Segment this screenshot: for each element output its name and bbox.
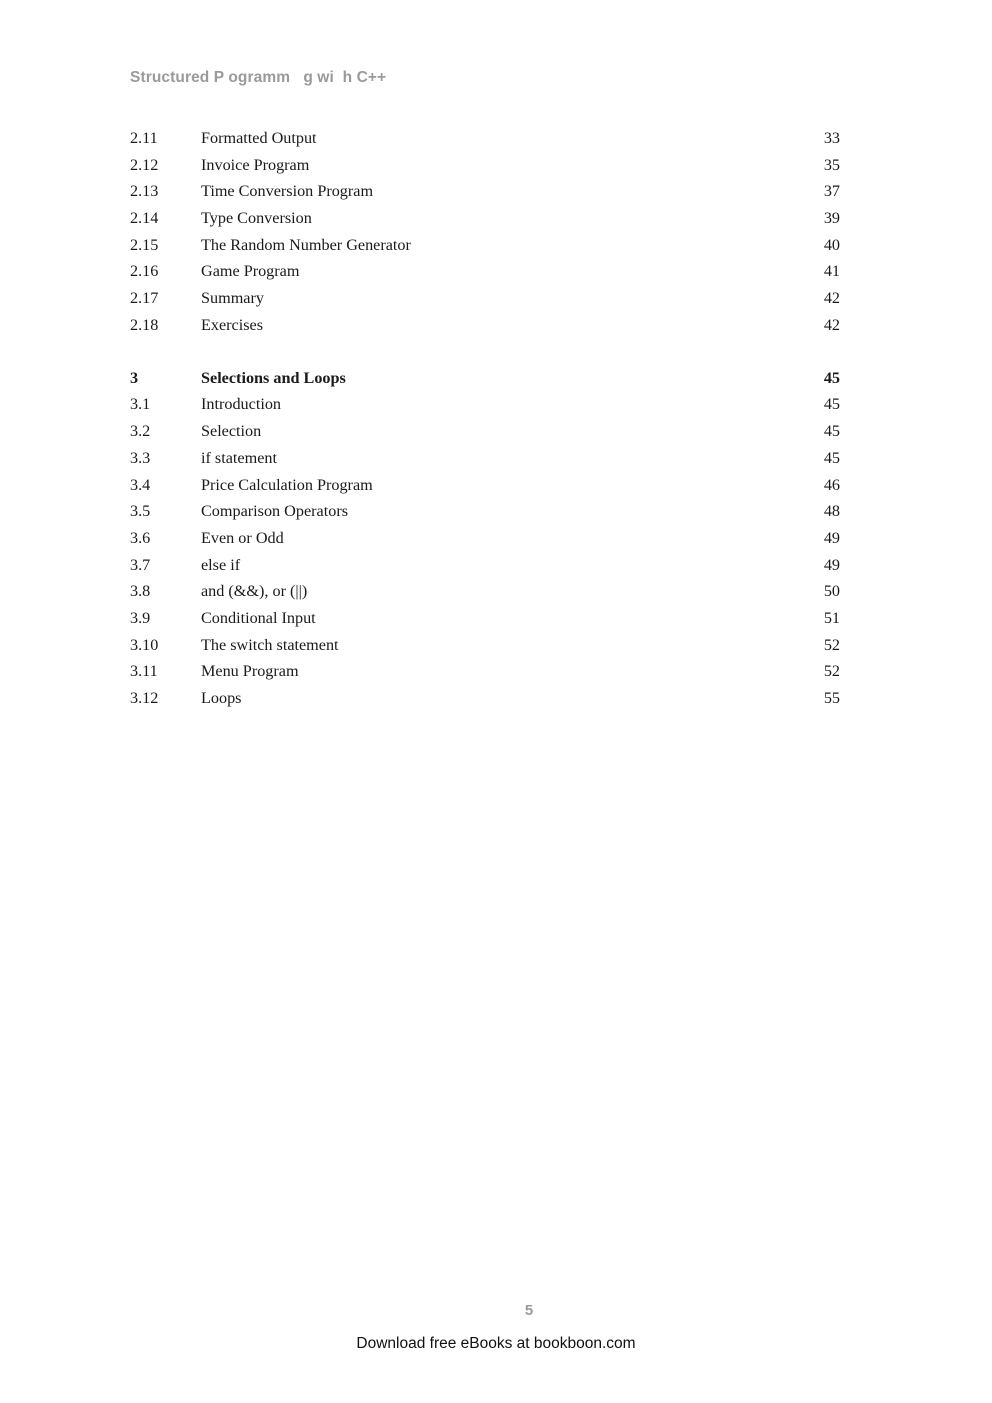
toc-entry-page: 45 — [823, 395, 840, 414]
toc-entry[interactable] — [130, 472, 840, 499]
toc-entry-title: Menu Program — [201, 662, 299, 681]
toc-entry[interactable] — [130, 391, 840, 418]
toc-entry-page: 49 — [823, 555, 840, 574]
toc-entry-number: 3.5 — [130, 502, 151, 521]
toc-entry[interactable] — [130, 552, 840, 579]
toc-entry-page: 40 — [823, 235, 840, 254]
toc-entry-page: 35 — [823, 155, 840, 174]
toc-entry-number: 3.9 — [130, 608, 151, 627]
toc-entry-title: Selection — [201, 422, 262, 441]
toc-entry-title: Exercises — [201, 315, 264, 334]
toc-entry[interactable] — [130, 152, 840, 179]
toc-entry-number: 2.18 — [130, 315, 159, 334]
toc-spacer — [130, 339, 840, 365]
footer-download-link[interactable]: Download free eBooks at bookboon.com — [356, 1335, 636, 1352]
toc-entry-title: Even or Odd — [201, 528, 284, 547]
toc-entry-page: 52 — [823, 635, 840, 654]
toc-entry-title: if statement — [201, 448, 277, 467]
toc-entry[interactable] — [130, 178, 840, 205]
toc-entry[interactable] — [130, 525, 840, 552]
toc-entry[interactable] — [130, 445, 840, 472]
toc-entry-number: 3.12 — [130, 689, 159, 708]
toc-entry-number: 2.13 — [130, 182, 159, 201]
toc-entry[interactable] — [130, 285, 840, 312]
toc-entry[interactable] — [130, 232, 840, 259]
toc-entry-number: 3.4 — [130, 475, 151, 494]
toc-chapter-page: 45 — [823, 368, 840, 387]
toc-entry-page: 50 — [823, 582, 840, 601]
toc-entry-title: Game Program — [201, 262, 300, 281]
toc-entry-number: 2.11 — [130, 129, 158, 147]
toc-entry-number: 2.15 — [130, 235, 159, 254]
toc-entry-number: 3.2 — [130, 422, 151, 441]
toc-entry-number: 2.12 — [130, 155, 159, 174]
toc-entry[interactable] — [130, 605, 840, 632]
toc-entry-number: 3.6 — [130, 528, 151, 547]
toc-entry-number: 3.3 — [130, 448, 151, 467]
toc-entry-title: Summary — [201, 289, 264, 308]
toc-entry-page: 49 — [823, 528, 840, 547]
toc-entry-number: 3.8 — [130, 582, 151, 601]
toc-entry[interactable] — [130, 658, 840, 685]
toc-entry-page: 42 — [823, 289, 840, 308]
toc-entry[interactable] — [130, 498, 840, 525]
toc-entry-number: 3.1 — [130, 395, 151, 414]
toc-entry-page: 37 — [823, 182, 840, 201]
toc-entry-title: Loops — [201, 689, 242, 708]
toc-entry-number: 3.10 — [130, 635, 159, 654]
toc-entry[interactable] — [130, 205, 840, 232]
toc-entry-page: 41 — [823, 262, 840, 281]
toc-entry-title: Comparison Operators — [201, 502, 349, 521]
toc-entry-number: 2.14 — [130, 209, 159, 228]
toc-entry-title: Price Calculation Program — [201, 475, 373, 494]
toc-entry-page: 46 — [823, 475, 840, 494]
toc-entry-page: 39 — [823, 209, 840, 228]
toc-entry-title: Formatted Output — [201, 129, 317, 147]
toc-entry[interactable] — [130, 685, 840, 712]
table-of-contents — [130, 125, 840, 712]
toc-chapter-title: Selections and Loops — [201, 368, 346, 387]
toc-entry-number: 3.7 — [130, 555, 151, 574]
toc-entry-title: else if — [201, 555, 241, 574]
toc-entry[interactable] — [130, 312, 840, 339]
toc-entry-title: Conditional Input — [201, 608, 316, 627]
toc-entry-title: The Random Number Generator — [201, 235, 411, 254]
toc-entry-title: Invoice Program — [201, 155, 310, 174]
toc-entry[interactable] — [130, 418, 840, 445]
toc-entry-title: The switch statement — [201, 635, 339, 654]
running-header: Structured P ogramm g wi h C++ — [130, 69, 387, 86]
toc-chapter-entry[interactable] — [130, 365, 840, 392]
toc-entry-page: 33 — [823, 129, 840, 147]
toc-entry-page: 52 — [823, 662, 840, 681]
toc-entry[interactable] — [130, 632, 840, 659]
toc-entry-page: 48 — [823, 502, 840, 521]
toc-entry[interactable] — [130, 578, 840, 605]
toc-chapter-number: 3 — [130, 368, 139, 387]
toc-entry-number: 2.16 — [130, 262, 159, 281]
toc-entry-title: and (&&), or (||) — [201, 582, 308, 601]
toc-entry-title: Type Conversion — [201, 209, 312, 228]
toc-entry-page: 45 — [823, 422, 840, 441]
toc-entry-number: 3.11 — [130, 662, 158, 681]
toc-entry-title: Introduction — [201, 395, 282, 414]
toc-entry[interactable] — [130, 125, 840, 152]
toc-entry[interactable] — [130, 258, 840, 285]
toc-entry-page: 51 — [823, 608, 840, 627]
toc-entry-page: 55 — [823, 689, 840, 708]
toc-entry-page: 42 — [823, 315, 840, 334]
toc-entry-page: 45 — [823, 448, 840, 467]
toc-entry-title: Time Conversion Program — [201, 182, 374, 201]
toc-entry-number: 2.17 — [130, 289, 159, 308]
page-number: 5 — [524, 1302, 534, 1319]
